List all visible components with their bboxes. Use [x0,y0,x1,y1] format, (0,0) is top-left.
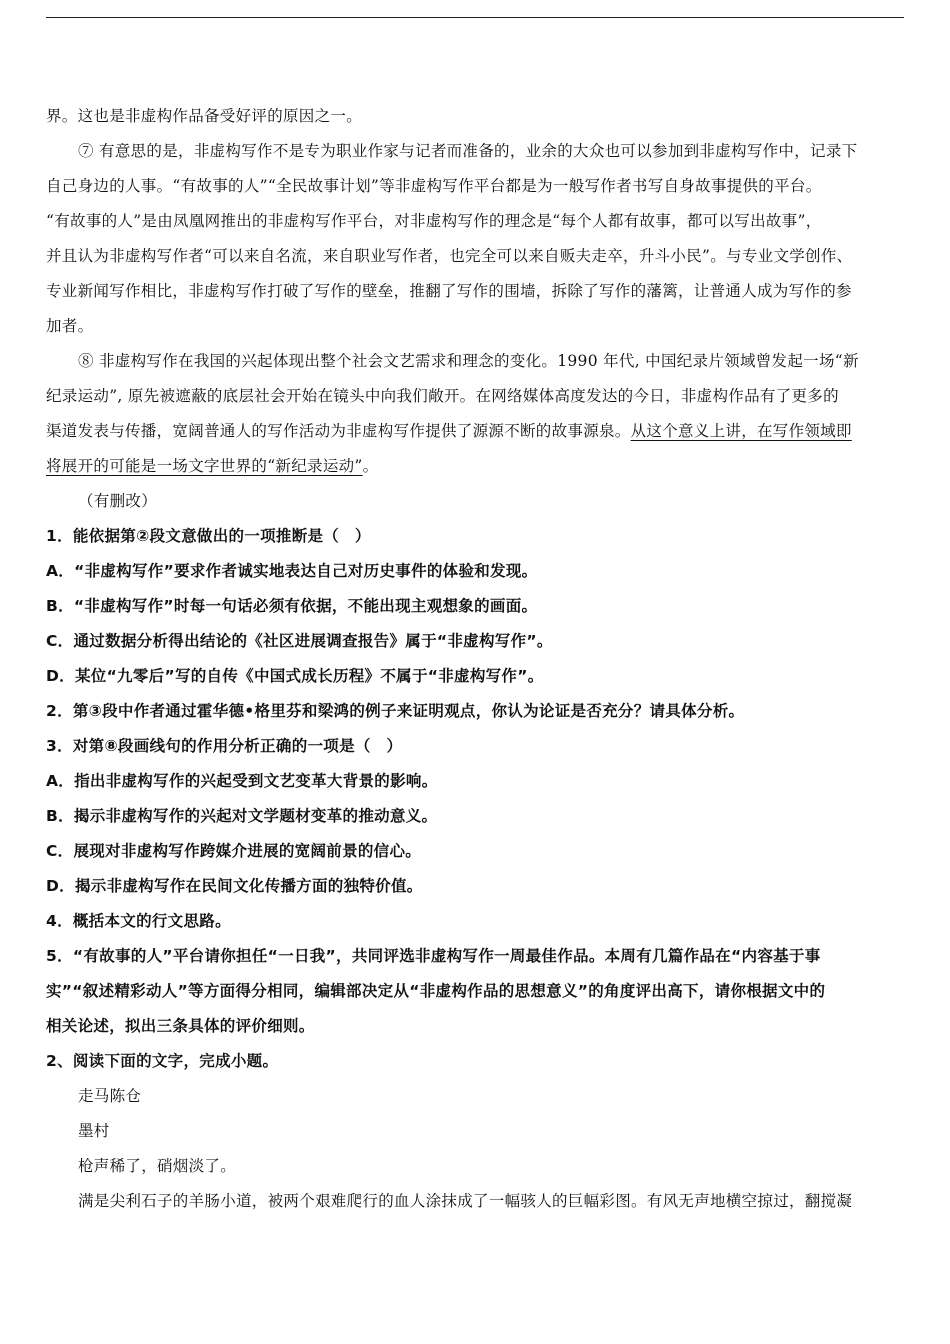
question-1: 1．能依据第②段文意做出的一项推断是（ ） [46,527,371,545]
question-3-option-c: C．展现对非虚构写作跨媒介进展的宽阔前景的信心。 [46,842,422,860]
underlined-sentence: 将展开的可能是一场文字世界的“新纪录运动” [46,457,363,475]
question-3-option-d: D．揭示非虚构写作在民间文化传播方面的独特价值。 [46,877,423,895]
question-4: 4．概括本文的行文思路。 [46,912,231,930]
story-line: 满是尖利石子的羊肠小道，被两个艰难爬行的血人涂抹成了一幅骇人的巨幅彩图。有风无声地横空掠过，翻搅凝 [78,1192,853,1210]
article-body [46,99,906,1219]
story-title: 走马陈仓 [78,1087,142,1105]
para7-line: “有故事的人”是由凤凰网推出的非虚构写作平台，对非虚构写作的理念是“每个人都有故事，都可以写出故事”， [46,212,822,230]
source-note: （有删改） [78,492,158,510]
question-5: 5．“有故事的人”平台请你担任“一日我”，共同评选非虚构写作一周最佳作品。本周有几篇作品在“内容基于事 [46,947,821,965]
para8-line: 纪录运动”, 原先被遮蔽的底层社会开始在镜头中向我们敞开。在网络媒体高度发达的今日，非虚构作品有了更多的 [46,387,839,405]
para7-line: 加者。 [46,317,94,335]
para7-line: 并且认为非虚构写作者“可以来自名流，来自职业写作者，也完全可以来自贩夫走卒，升斗小民”。与专业文学创作、 [46,247,853,265]
para8-text: 。 [362,457,379,475]
para7-line: 专业新闻写作相比，非虚构写作打破了写作的壁垒，推翻了写作的围墙，拆除了写作的藩篱，让普通人成为写作的参 [46,282,852,300]
question-3-option-a: A．指出非虚构写作的兴起受到文艺变革大背景的影响。 [46,772,438,790]
question-1-option-b: B．“非虚构写作”时每一句话必须有依据，不能出现主观想象的画面。 [46,597,538,615]
question-3-option-b: B．揭示非虚构写作的兴起对文学题材变革的推动意义。 [46,807,438,825]
question-1-option-a: A．“非虚构写作”要求作者诚实地表达自己对历史事件的体验和发现。 [46,562,538,580]
para7-line: ⑦ 有意思的是，非虚构写作不是专为职业作家与记者而准备的，业余的大众也可以参加到非虚构写作中，记录下 [78,142,858,160]
para8-line: ⑧ 非虚构写作在我国的兴起体现出整个社会文艺需求和理念的变化。1990 年代, 中国纪录片领域曾发起一场“新 [78,352,859,370]
underlined-sentence: 从这个意义上讲，在写作领域即 [630,422,852,440]
question-1-option-c: C．通过数据分析得出结论的《社区进展调查报告》属于“非虚构写作”。 [46,632,553,650]
question-2: 2．第③段中作者通过霍华德•格里芬和梁鸿的例子来证明观点，你认为论证是否充分？请具体分析。 [46,702,745,720]
question-3: 3．对第⑧段画线句的作用分析正确的一项是（ ） [46,737,403,755]
question-1-option-d: D．某位“九零后”写的自传《中国式成长历程》不属于“非虚构写作”。 [46,667,544,685]
story-author: 墨村 [78,1122,110,1140]
question-5: 实”“叙述精彩动人”等方面得分相同，编辑部决定从“非虚构作品的思想意义”的角度评出高下，请你根据文中的 [46,982,826,1000]
para7-fragment: 界。这也是非虚构作品备受好评的原因之一。 [46,107,363,125]
header-rule [46,17,904,18]
para7-line: 自己身边的人事。“有故事的人”“全民故事计划”等非虚构写作平台都是为一般写作者书写自身故事提供的平台。 [46,177,822,195]
question-5: 相关论述，拟出三条具体的评价细则。 [46,1017,315,1035]
para8-text: 渠道发表与传播，宽阔普通人的写作活动为非虚构写作提供了源源不断的故事源泉。 [46,422,631,440]
section-2-heading: 2、阅读下面的文字，完成小题。 [46,1052,279,1070]
para8-line [46,449,906,484]
para8-line [46,414,906,449]
story-line: 枪声稀了，硝烟淡了。 [78,1157,237,1175]
